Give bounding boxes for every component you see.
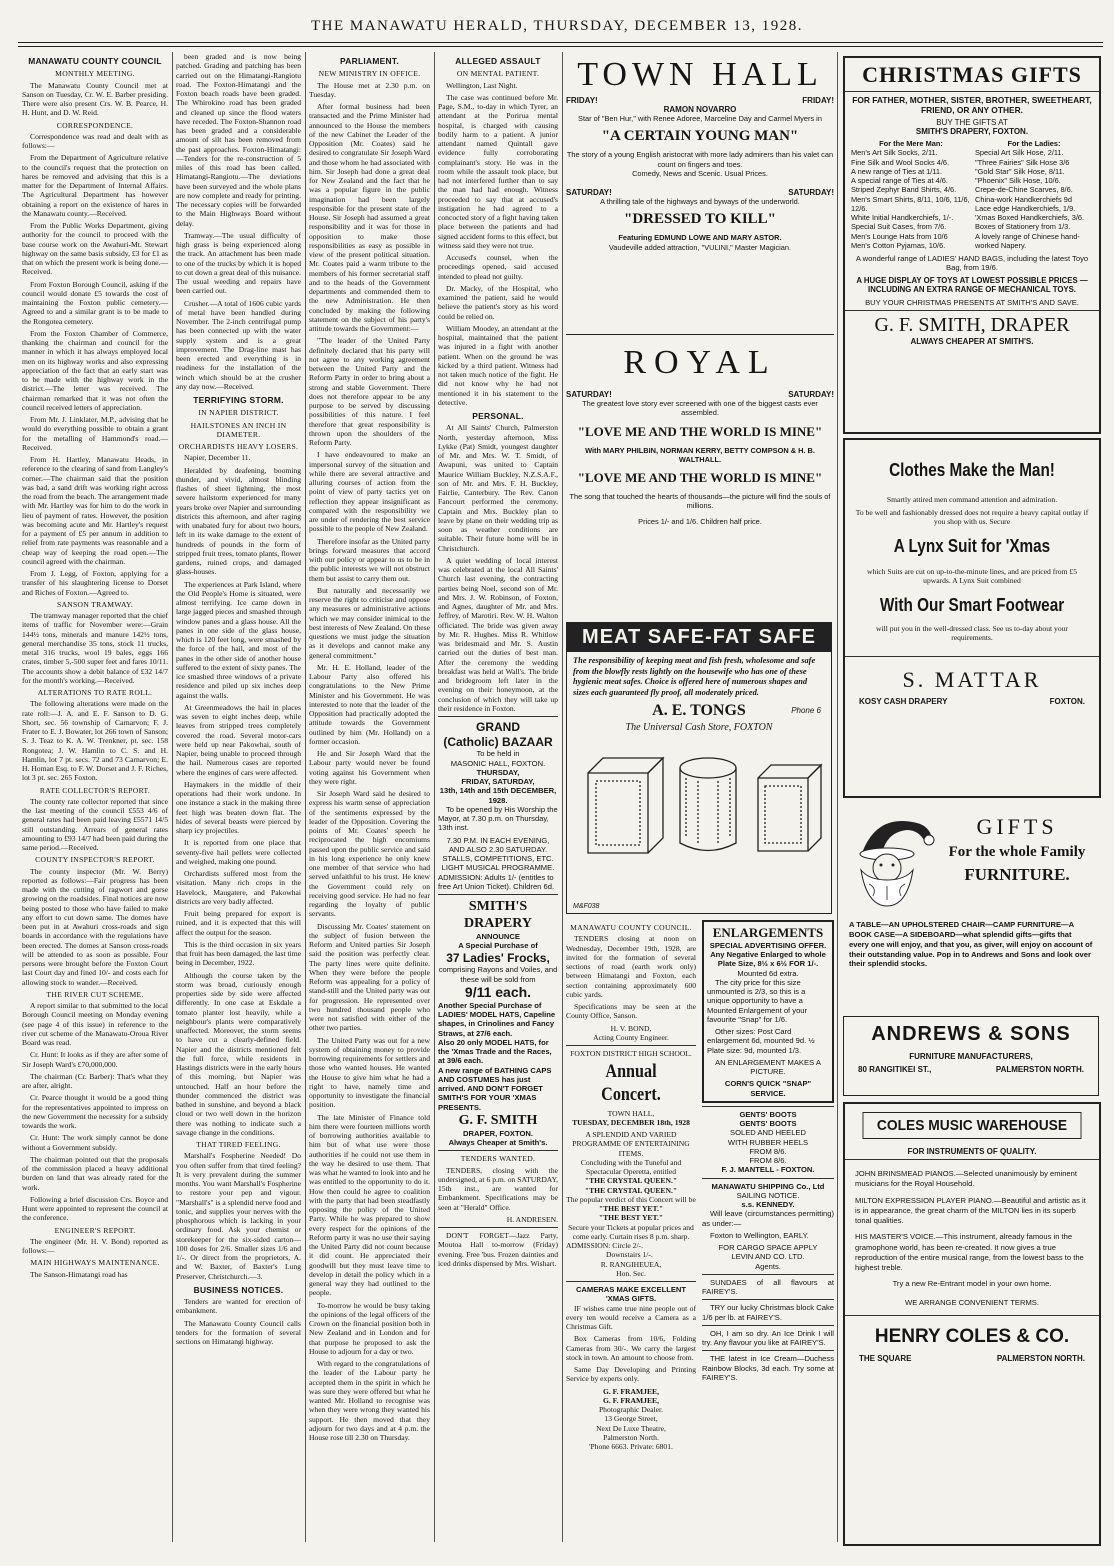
ad-line: The Universal Cash Store, FOXTON (625, 722, 773, 733)
paragraph: I have endeavoured to make an impersonal survey of the situation and while there are several attractive and alluring courses of action from the point of view of party tactics yet on reflection they appear insignificant as compared with the responsibility we are under of rendering the best service possible to the people of New Zealand. (309, 450, 430, 534)
ad-line: A new range of BATHING CAPS AND COSTUMES has just arrived. AND DON'T FORGET SMITH'S FOR YOUR 'XMAS PRESENTS. (438, 1065, 552, 1112)
paragraph: The case was continued before Mr. Page, S.M., to-day in which Tyrer, an attendant at the Porirua mental hospital, is charged with causing bodily harm to a patient. A junior attendant named Quintall gave evidence fully corroborating complainant's story. He was in the room while the assault took place, but had not interfered further than to say the man had had enough. Witness proceeded to say that at accused's instigation he had agreed to a concocted story of a fight having taken place between the patients and had signed accident forms to this effect, but witness said they were not true. (438, 92, 558, 250)
paragraph: The Sanson-Himatangi road has (30, 1269, 128, 1279)
list-men (851, 139, 971, 250)
ad-line: G. F. FRAMJEE, (602, 1395, 660, 1405)
ad-line: CORN'S QUICK "SNAP" SERVICE. (724, 1079, 812, 1098)
list-ladies (975, 139, 1093, 250)
andrews-sons-ad (843, 800, 1097, 1016)
masthead-rule-2 (18, 46, 1103, 47)
ad-name: G. F. SMITH, DRAPER (874, 314, 1070, 336)
dateline: Wellington, Last Night. (446, 80, 518, 90)
ad-heading: CAMERAS MAKE EXCELLENT 'XMAS GIFTS. (575, 1285, 687, 1304)
list-heading: For the Ladies: (1007, 139, 1061, 148)
ad-line: Secure your Tickets at popular prices and come early. Curtain rises 8 p.m. sharp. (568, 1222, 694, 1241)
subheading: MAIN HIGHWAYS MAINTENANCE. (30, 1258, 160, 1268)
ad-title: G. F. SMITH (458, 1112, 538, 1128)
paragraph: This is the third occasion in six years that fruit has been damaged, the last time being in December, 1922. (176, 939, 301, 968)
ad-price: 9/11 each. (464, 983, 532, 1000)
ad-line: "THE CRYSTAL QUEEN." (584, 1176, 678, 1186)
ad-title: (Catholic) BAZAAR (443, 734, 553, 749)
ad-line: Vaudeville added attraction, "VULINI," Master Magician. (608, 242, 792, 252)
ad-line: LEVIN AND CO. LTD. (731, 1252, 805, 1262)
ad-line: MILTON EXPRESSION PLAYER PIANO.—Beautiful and artistic as it is in appearance, the great charm of the MILTON lies in its superb tonal qualities. (855, 1195, 1086, 1225)
subheading: SANSON TRAMWAY. (56, 599, 134, 609)
ad-line: FOXTON DISTRICT HIGH SCHOOL. (570, 1049, 692, 1058)
ad-line: The song that touched the hearts of thousands—the picture will find the souls of millions. (569, 492, 831, 511)
subheading: COUNTY INSPECTOR'S REPORT. (35, 855, 155, 865)
subheading: ORCHARDISTS HEAVY LOSERS. (178, 442, 299, 451)
paragraph: Following a brief discussion Crs. Boyce and Hunt were appointed to represent the council at the conference. (22, 1194, 168, 1223)
list-item: Fine Silk and Wool Socks 4/6. (851, 157, 950, 167)
paragraph: Box Cameras from 10/6, Folding Cameras from 30/-. We carry the largest stock in town. An amount to choose from. (566, 1334, 696, 1362)
ad-mark: M&F038 (573, 903, 600, 910)
ad-line: 37 Ladies' Frocks, (446, 950, 550, 965)
paragraph: Therefore insofar as the United party brings forward measures that accord with our policy or appear to us to be in the public interests we will not obstruct them but assist to carry them out. (309, 536, 430, 583)
paragraph: With regard to the congratulations of the leader of the Labour party he accepted them in the spirit in which he was sure they were offered but what he wanted Mr. Holland to recognise was when they were wrong they wanted his support. He then moved that they adjourn for two days and at 4 p.m. the House rose till 2.30 on Thursday. (309, 1359, 430, 1442)
paragraph: TENDERS, closing with the undersigned, at 6 p.m. on SATURDAY, 15th inst., are wanted for Embankment. Specifications may be seen at "Herald" Office. (438, 1165, 558, 1212)
ad-line: FOXTON. (1049, 697, 1085, 706)
ad-line: Always Cheaper at Smith's. (448, 1138, 548, 1148)
list-item: Lace edge Handkerchiefs, 1/9. (975, 203, 1076, 213)
ad-line: DRAPER, FOXTON. (463, 1128, 533, 1138)
paragraph: Mr. H. E. Holland, leader of the Labour Party also offered his congratulations to the New Prime Minister and his Government. He was interested to note that the leader of the Opposition had practically adopted the attitude towards the Government outlined by him (Mr. Holland) on a former occasion. (309, 662, 430, 746)
ad-line: SAILING NOTICE. (736, 1190, 800, 1200)
ad-line: Other sizes: Post Card enlargement 6d, mounted 9d. ½ Plate size: 9d, mounted 1/3. (707, 1027, 815, 1055)
ad-title: For the whole Family (948, 844, 1086, 860)
ad-line: Star of "Ben Hur," with Renee Adoree, Marceline Day and Carmel Myers in (578, 114, 822, 123)
paragraph: At Greenmeadows the hail in places was seven to eight inches deep, while leaves from stripped trees completely covered the road. Several motor-cars were held up near Pakowhai, south of Napier, being unable to proceed through the hail. Numerous cases are reported where the engines of cars were affected. (176, 702, 301, 777)
ad-day: SATURDAY! (566, 188, 612, 197)
royal-ad (566, 340, 834, 612)
list-item: Striped Zephyr Band Shirts, 4/6. (851, 185, 957, 195)
subheading: MONTHLY MEETING. (55, 69, 135, 79)
ad-line: FROM 8/6. (749, 1156, 787, 1166)
paragraph: The experiences at Park Island, where the Old People's Home is situated, were almost terrifying. Ice came down in large jagged pieces and smashed through window panes and a glass house. All the panes in one side of the glass house, which is 120 feet long, were smashed by the force of the hail, and most of the panes in the other side of another house suffered to the extent of sixty panes. The ice smashed three windows of a private residence and piled up six inches deep against the walls. (176, 579, 301, 700)
paragraph: The following alterations were made on the rate roll:—J. A. and E. F. Sanson to D. G. Short, sec. 56 township of Carnarvon; F. J. Frater to E. J. Bowater, lot 266 town of Sanson; S. J. Teaz to K. A. W. Trenkner, pt. sec. 158 Rongotea; J. W. Hamlin to C. S. and H. Hamlin, lot 7 pt. secs. 72 and 73 Carnarvon; E. H. Homan Esq. to F. W. Dorset and J. F. Riches, lot 3 pt. sec. 265 Foxton. (22, 699, 168, 783)
heading: TERRIFYING STORM. (193, 395, 284, 405)
ad-title: SMITH'S (468, 899, 528, 914)
ad-banner: MEAT SAFE-FAT SAFE (567, 623, 831, 652)
mattar-clothes-ad (843, 438, 1101, 798)
ad-line: TOWN HALL, (607, 1108, 655, 1118)
ad-line: TUESDAY, DECEMBER 18th, 1928 (572, 1117, 690, 1127)
paragraph: THE latest in Ice Cream—Duchess Rainbow Blocks, 3d each. Try some at FAIREY'S. (702, 1354, 834, 1382)
ad-line: A Special Purchase of (458, 941, 538, 951)
ad-line: FOR FATHER, MOTHER, SISTER, BROTHER, SWEETHEART, FRIEND, OR ANY OTHER. (852, 95, 1092, 115)
list-item: "Phoenix" Silk Hose, 10/6. (975, 176, 1061, 185)
ad-line: G. F. FRAMJEE, (602, 1386, 660, 1396)
list-item: A new range of Ties at 1/11. (851, 166, 943, 176)
ad-line: ALWAYS CHEAPER AT SMITH'S. (910, 337, 1034, 346)
column-rule (434, 52, 435, 1542)
ad-line: Will leave (circumstances permitting) as under:— (702, 1209, 834, 1228)
ad-line: A SPLENDID AND VARIED PROGRAMME OF ENTERTAINING ITEMS. (572, 1130, 690, 1158)
paragraph: To-morrow he would be busy taking the opinions of the legal officers of the Crown on the financial position both in New Zealand and in London and for that purpose he proposed to ask the House to adjourn for a day or two. (309, 1300, 430, 1356)
ad-line: A thrilling tale of the highways and byways of the underworld. (600, 197, 800, 206)
ad-line: Photographic Dealer. (598, 1405, 664, 1415)
ad-line: WE ARRANGE CONVENIENT TERMS. (905, 1298, 1039, 1308)
paragraph: Although the course taken by the storm was broad, curiously enough properties side by side were affected differently. In one case at Eskdale a tomato planter lost heavily, while a neighbour's plants were comparatively unaffected. Moreover, the storm seems to have cut a clearly-defined field. Napier and the districts mentioned felt the full force, while residents in Hastings districts were in the early hours of this morning, but Napier was untouched. Half an hour before the thunder commenced the district was bathed in sunshine, and beyond a black cloud or two well down in the horizon there was nothing to indicate such a savage change in the conditions. (176, 970, 301, 1137)
ad-line: GENTS' BOOTS (739, 1109, 797, 1119)
list-item: Men's Art Silk Socks, 2/11. (851, 148, 938, 158)
paragraph: Marshall's Fospherine Needed! Do you often suffer from that tired feeling? It is very prevalent during the summer months. You want Marshall's Fospherine to restore your pep and vigour. "Marshall's" is a splendid nerve food and tonic, and supplies your nerves with the phosphorous which is lacking in your ordinary food. Ask your chemist or storekeeper for the six-sided carton—100 doses for 2/6. Smaller sizes 1/6 and 1/-. Or direct from the proprietors, A. and W. Baxter, of Baxter's Lung Preserver, Christchurch.—3. (176, 1151, 301, 1281)
paragraph: The House met at 2.30 p.m. on Tuesday. (309, 80, 430, 99)
ad-line: PALMERSTON NORTH. (996, 1354, 1085, 1364)
subheading: TENDERS WANTED. (460, 1154, 536, 1164)
list-item: A lovely range of Chinese hand-worked Napery. (975, 231, 1080, 250)
list-item: "Gold Star" Silk Hose, 8/11. (975, 166, 1065, 176)
ad-line: will put you in the well-dressed class. See us to-day about your requirements. (876, 624, 1068, 642)
paragraph: Specifications may be seen at the County Office, Sanson. (566, 1002, 696, 1021)
paragraph: Heralded by deafening, booming thunder, and vivid, almost blinding flashes of sheet lightning, the most severe hailstorm experienced for many years broke over Napier and surrounding districts this afternoon, and after raging with unabated fury for about two hours, left in its wake damage to the extent of hundreds of pounds in the form of stripped fruit trees, tomato plants, flower gardens, ruined crops, and damaged glass-houses. (176, 465, 301, 577)
ad-line: 'Phone 6663. Private: 6801. (589, 1442, 673, 1452)
ad-heading: MANAWATU SHIPPING Co., Ltd (711, 1181, 825, 1191)
santa-illustration (847, 808, 937, 908)
ad-line: THE SQUARE (859, 1354, 912, 1364)
ad-line: Palmerston North. (603, 1432, 659, 1442)
paragraph: From J. Legg, of Foxton, applying for a transfer of his slaughtering license to Dorset and Riches of Foxton.—Agreed to. (22, 569, 168, 597)
ad-title: ENLARGEMENTS (712, 925, 824, 940)
ad-line: JOHN BRINSMEAD PIANOS.—Selected unanimously by eminent musicians for the Royal Household. (855, 1169, 1077, 1189)
list-item: "Three Fairies" Silk Hose 3/6 (975, 157, 1070, 167)
paragraph: SUNDAES of all flavours at FAIREY'S. (702, 1277, 834, 1297)
signature: H. ANDRESEN. (506, 1214, 558, 1224)
ad-day: SATURDAY! (788, 390, 834, 399)
ad-line: FURNITURE MANUFACTURERS, (909, 1052, 1033, 1061)
masthead-rule (18, 42, 1103, 43)
ad-line: 13 George Street, (604, 1414, 658, 1424)
paragraph: Orchardists suffered most from the visitation. Many rich crops in the Havelock, Maugatere, and Pakowhai districts are very badly affected. (176, 869, 301, 906)
ad-line: STALLS, COMPETITIONS, ETC. LIGHT MUSICAL PROGRAMME. (441, 854, 555, 873)
article-column-4 (438, 52, 558, 1542)
ad-title: ROYAL (623, 344, 777, 381)
ad-line: To be opened by His Worship the Mayor, at 7.30 p.m. on Thursday, 13th inst. (438, 804, 558, 833)
ad-line: Comedy, News and Scenic. Usual Prices. (632, 168, 768, 178)
ad-line: Downstairs 1/-. (606, 1250, 653, 1260)
paragraph: The chairman pointed out that the proposals of the commission placed a heavy additional burden on land that was already rated for the work. (22, 1154, 168, 1192)
ad-line: A HUGE DISPLAY OF TOYS AT LOWEST POSSIBLE PRICES — INCLUDING AN EXTRA RANGE OF MECHANICAL TOYS. (856, 276, 1088, 294)
ad-line: GENTS' BOOTS (739, 1119, 797, 1129)
ad-name: HENRY COLES & CO. (874, 1326, 1070, 1348)
meat-safe-ad (566, 622, 832, 914)
ad-film-title: "DRESSED TO KILL" (624, 211, 776, 228)
ad-title: FURNITURE. (964, 865, 1070, 884)
ad-line: WITH RUBBER HEELS (727, 1137, 809, 1147)
ad-line: The greatest love story ever screened with one of the biggest casts ever assembled. (582, 399, 818, 418)
ad-line: ADMISSION: Adults 1/- (entitles to free Art Union Ticket). Children 6d. (438, 872, 555, 891)
paragraph: DON'T FORGET—Jazz Party, Moutoa Hall to-morrow (Friday) evening. Free 'bus. Frozen dainties and iced drinks dispensed by Mrs. Wishart. (438, 1231, 558, 1268)
list-heading: For the Mere Man: (879, 139, 943, 148)
list-item: Crepe-de-Chine Scarves, 8/6. (975, 185, 1073, 195)
ad-line: Next De Luxe Theatre, (596, 1423, 666, 1433)
paragraph: Accused's counsel, when the proceedings opened, said accused intended to plead not guilty. (438, 253, 558, 281)
ad-line: THURSDAY, (476, 767, 520, 777)
subheading: RATE COLLECTOR'S REPORT. (39, 785, 151, 795)
paragraph: been graded and is now being patched. Grading and patching has been carried out on the Himatangi-Rangiotu road. The Foxton-Himatangi and the Foxton beach roads have been graded. The Whirokino road has been graded and cleaned up since the flood waters have receded. The Foxton-Shannon road has been graded and a considerable amount of silt has been removed from the past approaches. Foxton-Himatangi:—Tenders for the re-construction of 5 miles of this road has been called. Himatangi-Rangiotu.—The deviations have been surveyed and the whole plans are now complete and ready for printing. The necessary copies will be forwarded to the Main Highways Board without delay. (176, 52, 301, 228)
ad-day: FRIDAY! (566, 96, 598, 105)
ad-film-title: "LOVE ME AND THE WORLD IS MINE" (577, 470, 823, 485)
ad-line: 80 RANGITIKEI ST., (858, 1065, 932, 1074)
ad-name: S. MATTAR (902, 667, 1042, 692)
ad-line: F. J. MANTELL - FOXTON. (721, 1165, 815, 1175)
paragraph: Crusher.—A total of 1606 cubic yards of metal have been handled during November. The 2-inch centrifugal pump has been connected up with the water supply system and is a great improvement. The Drag-line mast has been erected and everything is in readiness for the installation of the winch which should be at the crusher any day now.—Received. (176, 298, 301, 391)
andrews-sons-name (843, 1016, 1099, 1096)
subheading: MANAWATU COUNTY COUNCIL. (570, 923, 692, 932)
ad-line: "THE BEST YET." (598, 1213, 664, 1223)
list-item: Men's Cotton Pyjamas, 10/6. (851, 240, 946, 250)
list-item: A special range of Ties at 4/6. (851, 176, 948, 185)
ad-title: COLES MUSIC WAREHOUSE (863, 1112, 1082, 1139)
ad-day: FRIDAY! (802, 96, 834, 105)
bazaar-ad (438, 720, 558, 891)
list-item: Men's Lounge Hats from 10/6 (851, 231, 948, 241)
ad-line: Concluding with the Tuneful and Spectacular Operetta, entitled (580, 1157, 682, 1177)
ad-line: "THE BEST YET." (598, 1204, 664, 1214)
article-county-council (22, 52, 168, 1542)
ad-line: Another Special Purchase of LADIES' MODEL HATS, Capeline shapes, in Crinolines and Fancy Straws, at 27/6 each. (438, 1000, 556, 1038)
paragraph: William Moodey, an attendant at the hospital, maintained that the patient was injured in a fight with another patient. When on the ground he was kicked by a third patient. Witness had not taken much notice of the fight. He did not know why he had not mentioned it in his statement to the detective. (438, 323, 558, 407)
paragraph: The Manawatu County Council calls tenders for the formation of several sections on Himatangi highway. (176, 1318, 301, 1346)
ad-line: FOR INSTRUMENTS OF QUALITY. (907, 1147, 1037, 1156)
ad-title: GRAND (476, 720, 520, 734)
list-item: China-work Handkerchiefs 9d (975, 194, 1072, 204)
ad-line: Try a new Re-Entrant model in your own home. (892, 1279, 1052, 1289)
article-column-2 (176, 52, 301, 1542)
paragraph: From the Foxton Chamber of Commerce, thanking the chairman and council for the manner in which it has always employed local men on its highway works and also expressing appreciation of the fact that an early start was to be made with the highway work in the district.—The letter was received. The chairman remarked that it was not often the council received letters of appreciation. (22, 328, 168, 412)
heading: PARLIAMENT. (340, 56, 399, 66)
divider (566, 334, 834, 335)
paragraph: From Foxton Borough Council, asking if the council would donate £5 towards the cost of maintaining the Foxton public cemetery.—Agreed to and a similar grant is to be made to the Rongotea cemetery. (22, 279, 168, 326)
ad-column-right (702, 920, 834, 1542)
list-item: Boxes of Stationery from 1/3. (975, 222, 1071, 232)
dateline: Napier, December 11. (184, 453, 251, 463)
paragraph: Correspondence was read and dealt with as follows:— (22, 131, 168, 150)
paragraph: Haymakers in the middle of their operations had their work undone. In one instance a stack in the making three feet high was beaten down flat. The hides of several beasts were pierced by sharp icy projectiles. (176, 779, 301, 835)
ad-line: SMITH'S DRAPERY, FOXTON. (915, 127, 1029, 136)
signature: Hon. Sec. (616, 1268, 646, 1278)
ad-title: DRAPERY (464, 916, 532, 932)
heading: ALLEGED ASSAULT (455, 56, 541, 66)
paragraph: The tramway manager reported that the chief items of traffic for November were:—Grain 144½ tons, minerals and manure 142½ tons, general merchandise 35 tons, stock 11 trucks, metal 316 trucks, wool 19 bales, eggs 166 crates, timber 5,-500 super feet and fares 10/11. The accounts show a debit balance of £32 14/7 for the month's working.—Received. (22, 611, 168, 685)
paragraph: Dr. Macky, of the Hospital, who examined the patient, said he would believe the patient's story as his word could be relied on. (438, 283, 558, 321)
coles-music-ad (843, 1102, 1101, 1546)
masthead: THE MANAWATU HERALD, THURSDAY, DECEMBER 13, 1928. (310, 18, 804, 34)
paragraph: Sir Joseph Ward said he desired to express his warm sense of appreciation of the sentiments expressed by the leader of the Opposition. Covering the points of Mr. Coates' speech he reciprocated the high encomiums passed upon the public service and said in his long experience he only knew one member of that service who had served unfaithful to his trust. He knew the Government could rely on receiving good service. He had no fear regarding the loyalty of public servants. (309, 789, 430, 919)
ad-line: PALMERSTON NORTH. (995, 1065, 1084, 1074)
paragraph: From Mr. J. Linklater, M.P., advising that he would do everything possible to obtain a grant for the metalling of Hammond's road.—Received. (22, 415, 168, 452)
paragraph: The United Party was out for a new system of obtaining money to provide borrowing requirements for settlers and those who wanted houses. He wanted the House to give him what he had a right to have, namely time and opportunity to investigate the financial position. (309, 1035, 430, 1110)
paragraph: The Manawatu County Council met at Sanson on Tuesday, Cr. W. E. Barber presiding. There were also present Crs. W. B. Pearce, H. H. Hunt, and D. W. Reid. (22, 80, 168, 118)
list-item: Special Suit Cases, from 7/6. (851, 222, 947, 232)
ad-star: RAMON NOVARRO (663, 105, 737, 114)
paragraph: "The leader of the United Party definitely declared that his party will not agree to any working agreement between the United Party and the Reform Party in order to bring about a strong and stable Government. There does not therefore appear to be any purpose to be served by discussing possibilities of this nature. I feel therefore that great responsibility is thrown upon the shoulders of the Reform Party. (309, 336, 430, 447)
signature: R. RANGIHEUEA, (600, 1259, 662, 1269)
heading: BUSINESS NOTICES. (193, 1284, 284, 1295)
list-item: Special Art Silk Hose, 2/11. (975, 148, 1064, 158)
subheading: THE RIVER CUT SCHEME. (46, 989, 144, 999)
ad-line: Any Negative Enlarged to whole Plate Size, 8½ x 6½ FOR 1/-. (710, 950, 826, 969)
paragraph: From the Public Works Department, giving authority for the council to proceed with the base course work on the Awahuri-Mt. Stewart highway on the same basis subsidy, £3 for £1 as that on which the present work is being done.—Received. (22, 221, 168, 277)
ad-line: SPECIAL ADVERTISING OFFER. (709, 940, 827, 950)
ad-title: With Our Smart Footwear (879, 595, 1065, 615)
paragraph: TENDERS closing at noon on Wednesday, December 19th, 1928, are invited for the formation of several sections of road (earth work only) between Himatangi and Foxton, each section containing approximately 600 cubic yards. (566, 934, 696, 999)
ad-line: The popular verdict of this Concert will be (566, 1194, 696, 1204)
ad-line: With MARY PHILBIN, NORMAN KERRY, BETTY COMPSON & H. B. WALTHALL. (585, 445, 815, 464)
ad-line: "THE CRYSTAL QUEEN." (584, 1185, 678, 1195)
ad-name: A. E. TONGS (652, 702, 746, 719)
ad-day: SATURDAY! (566, 390, 612, 399)
ad-line: Agents. (755, 1261, 781, 1271)
paragraph: After formal business had been transacted and the Prime Minister had announced to the House the members of the new Cabinet the Leader of the Opposition (Mr. Coates) said he desired to congratulate Sir Joseph Ward and those whom he had associated with him. Sir Joseph had done a great deal for New Zealand and the fact that he was a popular figure in the public imagination had been largely responsible for the present state of the House. Sir Joseph had assumed a great responsibility and it was for those in opposition to make those responsibilities as easy as possible in view of the present political situation. Mr. Coates paid a warm tribute to the members of his former secretarial staff and to the heads of the Government departments and commended them to the new Administration. He then concluded by making the following statement on the subject of his party's attitude towards the Government:— (309, 102, 430, 333)
paragraph: A report similar to that submitted to the local Borough Council meeting on Monday evening (see page 4 of this issue) in reference to the river cut scheme of the Manawatu-Oroua River Board was read. (22, 1001, 168, 1047)
column-rule (305, 52, 306, 1542)
ad-line: Also 20 only MODEL HATS, for the 'Xmas Trade and the Races, at 39/6 each. (438, 1037, 552, 1066)
paragraph: TRY our lucky Christmas block Cake 1/6 per lb. at FAIREY'S. (702, 1303, 834, 1322)
ad-line: SOLED AND HEELED (730, 1128, 806, 1138)
signature: H. V. BOND, (610, 1023, 652, 1033)
ad-line: A wonderful range of LADIES' HAND BAGS, including the latest Toyo Bag, from 19/6. (855, 254, 1089, 272)
subheading: ALTERATIONS TO RATE ROLL. (37, 688, 153, 697)
enlargements-ad (702, 920, 834, 1103)
paragraph: The chairman (Cr. Barber): That's what they are after, alright. (22, 1071, 168, 1090)
article-parliament (309, 52, 430, 1542)
paragraph: OH, I am so dry. An Ice Drink I will try. Any flavour you like at FAIREY'S. (702, 1328, 834, 1348)
ad-film-title: "LOVE ME AND THE WORLD IS MINE" (577, 423, 823, 439)
paragraph: Discussing Mr. Coates' statement on the subject of fusion between the Reform and United parties Sir Joseph said the position was perfectly clear. The party lines were quite definite. When they were before the people Reform was appealing for a policy of stand-still and the United party was out for progression. He represented over two hundred thousand people who were not satisfied with either of the other two parties. (309, 921, 430, 1033)
town-hall-ad (566, 56, 834, 342)
subheading: HAILSTONES AN INCH IN DIAMETER. (190, 420, 287, 439)
ad-title: Annual Concert. (601, 1061, 661, 1106)
paragraph: A quiet wedding of local interest was celebrated at the local All Saints' Church last evening, the contracting parties being Noel, second son of Mr. and Mrs. J. W. Robinson, of Foxton, and Agnes, daughter of Mr. and Mrs. Jeffrey, of Marotiri. Rev. W. H. Walton officiated. The bride was given away by Mr. R. Hughes. Miss R. Whitlow was bridesmaid and Mr. S. Austin carried out the duties of best man. After the ceremony the wedding breakfast was held at Wall's. The bride and bridegroom left later in the evening on their honeymoon, at the conclusion of which they will take up their residence in Foxton. (438, 555, 558, 713)
column-rule (837, 52, 838, 1542)
meat-safe-illustration (568, 733, 830, 863)
paragraph: Cr. Pearce thought it would be a good thing for the representatives appointed to impress on the new Government the necessity for a subsidy towards the work. (22, 1093, 168, 1130)
ad-line: The story of a young English aristocrat with more lady admirers than his valet can count on fingers and toes. (566, 150, 834, 169)
ad-title: GIFTS (976, 814, 1058, 839)
subheading: CORRESPONDENCE. (56, 120, 134, 130)
ad-line: HIS MASTER'S VOICE.—This instrument, already famous in the gramophone world, has been re-created. It now gives a true reproduction of the entire musical range, from the lowest bass to the highest treble. (855, 1232, 1084, 1272)
paragraph: Tramway.—The usual difficulty of high grass is being experienced along the track. An attachment has been made to one of the trucks by which it is hoped to cut down a great deal of this nuisance. The usual weeding and repairs have been carried out. (176, 230, 301, 296)
paragraph: Fruit being prepared for export is ruined, and it is expected that this will affect the output for the season. (176, 909, 301, 937)
column-rule (562, 52, 563, 1542)
subheading: IN NAPIER DISTRICT. (198, 408, 279, 418)
ad-line: AN ENLARGEMENT MAKES A PICTURE. (715, 1057, 821, 1077)
ad-text: The responsibility of keeping meat and fish fresh, wholesome and safe from the blowfly rests lightly on the housewife who has one of these hygienic meat safes. Choice is offered here of numerous shapes and sizes each guaranteed fly proof, all moderately priced. (573, 656, 816, 697)
ad-line: 13th, 14th and 15th DECEMBER, 1928. (439, 786, 557, 805)
ad-film-title: "A CERTAIN YOUNG MAN" (601, 128, 799, 145)
paragraph: The engineer (Mr. H. V. Bond) reported as follows:— (22, 1236, 168, 1255)
ad-line: Foxton to Wellington, EARLY. (710, 1230, 809, 1240)
ad-day: SATURDAY! (788, 188, 834, 197)
list-item: Men's Smart Shirts, 8/11, 10/6, 11/6, 12/6. (851, 194, 970, 213)
ad-line: which Suits are cut on up-to-the-minute lines, and are priced from £5 upwards. A Lynx Suit combined (866, 567, 1078, 585)
subheading: ON MENTAL PATIENT. (456, 69, 540, 79)
ad-line: FROM 8/6. (749, 1146, 787, 1156)
heading: MANAWATU COUNTY COUNCIL (28, 56, 162, 66)
ad-line: To be held in (476, 749, 520, 759)
ad-name: ANDREWS & SONS (871, 1023, 1071, 1045)
ad-line: Mounted 6d extra. (737, 968, 799, 978)
paragraph: The county rate collector reported that since the last meeting of the council £553 4/6 of general rates had been paid leaving £5571 14/5 still outstanding. Arrears of general rates amounting to £93 14/7 had been paid during the same period.—Received. (22, 796, 168, 852)
ad-line: A TABLE—AN UPHOLSTERED CHAIR—CAMP FURNITURE—A BOOK CASE—A SIDEBOARD—what splendid gifts—gifts that every one will enjoy, and that you, as giver, will enjoy on account of their outstanding value. Pop in to Andrews and Sons and look over their splendid stocks. (849, 920, 1093, 969)
paragraph: From H. Hartley, Manawatu Heads, in reference to the clearing of sand from Langley's corner.—The chairman said that the position was bad, a sand drift was working right across the road from the beach. The arrangement made with Mr. Hartley was for him to do the work in lieu of payment of rates. However, the position was becoming acute and Mr. Hartley's request for a payment of £5 per annum in addition to relief from rate payments was reasonable and a cheap way of keeping the road open.—The council agreed with the chairman. (22, 455, 168, 566)
column-rule (172, 52, 173, 1542)
ad-line: BUY YOUR CHRISTMAS PRESENTS AT SMITH'S AND SAVE. (865, 298, 1079, 307)
paragraph: At All Saints' Church, Palmerston North, yesterday afternoon, Miss Lykke (Pat) Smidt, youngest daughter of Mr. and Mrs. W. T. Smidt, of Awapuni, was united to Captain Maurice William Buckley, N.Z.S.A.F., son of Mr. and Mrs. F. H. Buckley, Fairlie, Canterbury. The Rev. Canon Fancourt performed the ceremony. Captain and Mrs. Buckley plan to leave by plane on their wedding trip as soon as weather conditions are suitable. Their future home will be in Christchurch. (438, 423, 558, 553)
paragraph: IF wishes came true nine people out of every ten would receive a Camera as a Christmas Gift. (566, 1303, 696, 1332)
ad-line: Prices 1/- and 1/6. Children half price. (638, 516, 762, 526)
ad-line: KOSY CASH DRAPERY (859, 697, 948, 706)
ad-line: To be well and fashionably dressed does not require a heavy capital outlay if you shop with us. Secure (855, 508, 1089, 526)
christmas-gifts-ad (843, 56, 1101, 434)
paragraph: From the Department of Agriculture relative to the council's request that the protection on hares be removed and advising that this is a matter for the Department of Internal Affairs. The Agricultural Department has however obtaining a report on the existence of hares in the Manawatu county.—Received. (22, 153, 168, 218)
ad-line: s.s. KENNEDY. (741, 1200, 795, 1210)
signature: Acting County Engineer. (593, 1032, 669, 1042)
ad-column-left (566, 920, 696, 1542)
subheading: THAT TIRED FEELING. (196, 1140, 281, 1149)
ad-line: Featuring EDMUND LOWE AND MARY ASTOR. (618, 233, 782, 243)
ad-line: BUY THE GIFTS AT (936, 118, 1008, 127)
ad-line: The city price for this size unmounted is 2/3, so this is a unique opportunity to have a Mounted Enlargement of your favourite "Snap" for 1/6. (707, 977, 808, 1024)
ad-line: ADMISSION: Circle 2/-. (566, 1241, 643, 1251)
ad-line: MASONIC HALL, FOXTON. (450, 758, 546, 768)
paragraph: He and Sir Joseph Ward that the Labour party would never be found voting against his Government when they were right. (309, 749, 430, 786)
ad-title: A Lynx Suit for 'Xmas (893, 536, 1051, 556)
ad-line: FOR CARGO SPACE APPLY (718, 1243, 818, 1253)
subheading: NEW MINISTRY IN OFFICE. (318, 69, 421, 79)
ad-line: FRIDAY, SATURDAY, (461, 777, 535, 786)
ad-line: 7.30 P.M. IN EACH EVENING, AND ALSO 2.30 SATURDAY. (446, 835, 550, 854)
paragraph: Cr. Hunt: The work simply cannot be done without a Government subsidy. (22, 1133, 168, 1152)
ad-title: TOWN HALL (577, 56, 823, 93)
smiths-drapery-ad (438, 898, 558, 1147)
heading: PERSONAL. (472, 411, 524, 421)
subheading: ENGINEER'S REPORT. (54, 1225, 136, 1235)
paragraph: Tenders are wanted for erection of embankment. (176, 1297, 301, 1316)
ad-title: Clothes Make the Man! (889, 460, 1055, 480)
ad-phone: Phone 6 (791, 706, 821, 715)
list-item: 'Xmas Boxed Handkerchiefs, 3/6. (975, 213, 1085, 222)
paragraph: The county inspector (Mr. W. Berry) reported as follows:—Fair progress has been made with the cutting of ragwort and gorse growing on the roadsides. Final notices are now being posted to those who have failed to make any effort to cut down same. The domes have been put in at Awahuri cross-roads and sign boards in accordance with the regulations have been erected. The domes at Sanson cross-roads will be attended to as soon as possible. Four persons were brought before the Foxton Court last Court day and fined 10/- and costs each for allowing stock to wander.—Received. (22, 866, 168, 987)
paragraph: Same Day Developing and Printing Service by experts only. (566, 1365, 696, 1384)
paragraph: It is reported from one place that seventy-five hail pellets were collected and weighed, making one pound. (176, 838, 301, 866)
ad-line: comprising Rayons and Voiles, and these will be sold from (438, 965, 558, 984)
list-item: White Initial Handkerchiefs, 1/-. (851, 213, 954, 222)
paragraph: Cr. Hunt: It looks as if they are after some of Sir Joseph Ward's £70,000,000. (22, 1050, 168, 1069)
ad-title: CHRISTMAS GIFTS (862, 62, 1082, 87)
ad-line: Smartly attired men command attention and admiration. (886, 495, 1058, 504)
ad-line: ANNOUNCE (476, 932, 520, 942)
paragraph: The late Minister of Finance told him there were fourteen millions worth of borrowing authorities available to him but of what use were those authorities if he could not use them in the way he desired to use them. That was what he wanted to look into and he was entitled to the opportunity to do it. How then could he agree to coalition with the party that had been steadfastly opposing the policy of the United Party. While he was prepared to show every respect for the opinions of the Reform party it was no use their saying the United Party did not count because it did count. He appreciated their goodwill but they must leave time to develop in detail the policy which in a general way they had outlined to the people. (309, 1112, 430, 1298)
paragraph: But naturally and necessarily we reserve the right to criticise and oppose any measures or administrative actions which we may consider inimical to the best interests of New Zealand. On these questions we must judge the situation as it develops and cannot make any general commitment." (309, 585, 430, 660)
